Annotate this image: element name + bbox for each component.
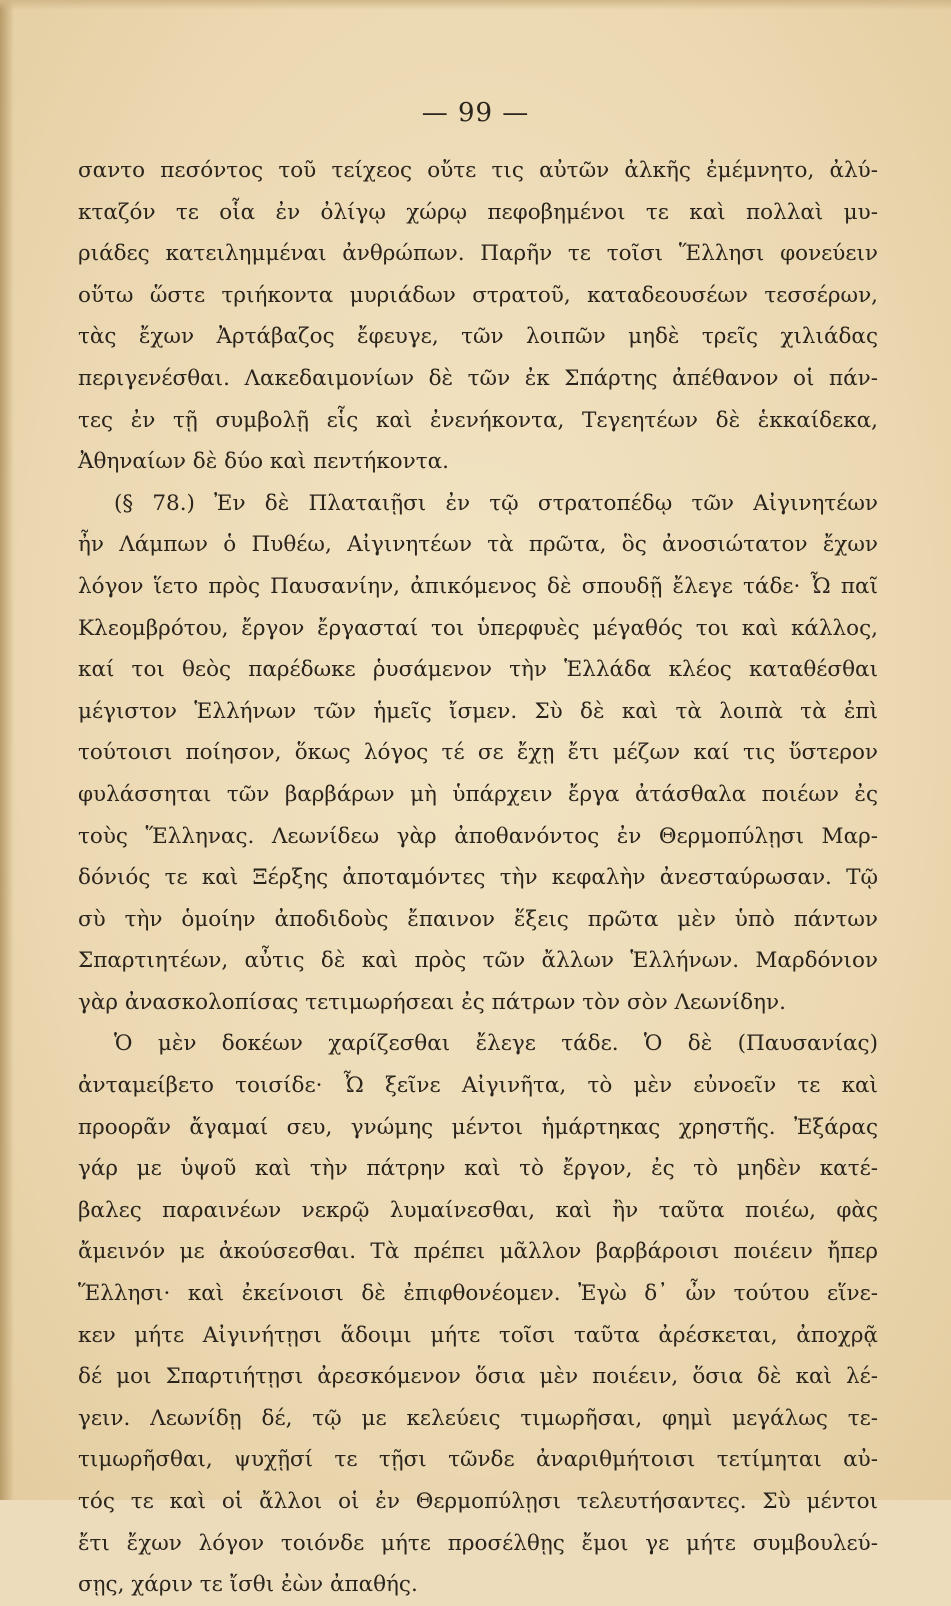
text-line: τὰς ἔχων Ἀρτάβαζος ἔφευγε, τῶν λοιπῶν μηδὲ τρεῖς χιλιάδας [78,324,878,350]
text-line: καί τοι θεὸς παρέδωκε ῥυσάμενον τὴν Ἑλλάδα κλέος καταθέσθαι [78,657,878,683]
text-line: λόγον ἵετο πρὸς Παυσανίην, ἀπικόμενος δὲ σπουδῇ ἔλεγε τάδε· Ὦ παῖ [78,573,878,599]
text-line: μέγιστον Ἑλλήνων τῶν ἡμεῖς ἴσμεν. Σὺ δὲ καὶ τὰ λοιπὰ τὰ ἐπὶ [78,698,878,724]
body-text [78,150,878,1606]
text-line-paragraph-end: σῃς, χάριν τε ἴσθι ἐὼν ἀπαθής. [78,1572,418,1598]
text-line: ἔτι ἔχων λόγον τοιόνδε μήτε προσέλθῃς ἔμοι γε μήτε συμβουλεύ- [78,1530,878,1556]
text-line: ριάδες κατειλημμέναι ἀνθρώπων. Παρῆν τε τοῖσι Ἕλλησι φονεύειν [78,241,878,267]
page-top-shadow [0,0,951,10]
text-line: γάρ με ὑψοῦ καὶ τὴν πάτρην καὶ τὸ ἔργον, ἐς τὸ μηδὲν κατέ- [78,1156,878,1182]
text-line-paragraph-end: γὰρ ἀνασκολοπίσας τετιμωρήσεαι ἐς πάτρων τὸν σὸν Λεωνίδην. [78,989,786,1015]
text-line: ἀνταμείβετο τοισίδε· Ὦ ξεῖνε Αἰγινῆτα, τὸ μὲν εὐνοεῖν τε καὶ [78,1073,878,1099]
text-line: σαντο πεσόντος τοῦ τείχεος οὔτε τις αὐτῶν ἀλκῆς ἐμέμνητο, ἀλύ- [78,158,878,183]
text-line: φυλάσσηται τῶν βαρβάρων μὴ ὑπάρχειν ἔργα ἀτάσθαλα ποιέων ἐς [78,781,878,807]
text-line: γειν. Λεωνίδῃ δέ, τῷ με κελεύεις τιμωρῆσαι, φημὶ μεγάλως τε- [78,1405,878,1431]
text-line: τοὺς Ἕλληνας. Λεωνίδεω γὰρ ἀποθανόντος ἐν Θερμοπύλῃσι Μαρ- [78,823,878,849]
text-line: σὺ τὴν ὁμοίην ἀποδιδοὺς ἔπαινον ἕξεις πρῶτα μὲν ὑπὸ πάντων [78,906,878,932]
text-line: τες ἐν τῇ συμβολῇ εἷς καὶ ἐνενήκοντα, Τεγεητέων δὲ ἑκκαίδεκα, [78,407,878,433]
text-line: τούτοισι ποίησον, ὅκως λόγος τέ σε ἔχῃ ἔτι μέζων καί τις ὕστερον [78,740,878,766]
text-line-paragraph-end: Ἀθηναίων δὲ δύο καὶ πεντήκοντα. [78,449,449,475]
text-line: Ἕλλησι· καὶ ἐκείνοισι δὲ ἐπιφθονέομεν. Ἐγὼ δ᾽ ὦν τούτου εἵνε- [78,1281,878,1307]
text-line: δόνιός τε καὶ Ξέρξης ἀποταμόντες τὴν κεφαλὴν ἀνεσταύρωσαν. Τῷ [78,865,878,891]
text-line: τιμωρῆσθαι, ψυχῇσί τε τῇσι τῶνδε ἀναριθμήτοισι τετίμηται αὐ- [78,1447,878,1473]
text-line: προορᾶν ἄγαμαί σευ, γνώμης μέντοι ἡμάρτηκας χρηστῆς. Ἐξάρας [78,1114,878,1140]
text-line: ἦν Λάμπων ὁ Πυθέω, Αἰγινητέων τὰ πρῶτα, ὃς ἀνοσιώτατον ἔχων [78,532,878,558]
text-line: Σπαρτιητέων, αὖτις δὲ καὶ πρὸς τῶν ἄλλων Ἑλλήνων. Μαρδόνιον [78,948,878,974]
text-line: οὕτω ὥστε τριήκοντα μυριάδων στρατοῦ, καταδεουσέων τεσσέρων, [78,282,878,308]
text-line: βαλες παραινέων νεκρῷ λυμαίνεσθαι, καὶ ἢν ταῦτα ποιέω, φὰς [78,1197,878,1223]
paragraph-start: Ὁ μὲν δοκέων χαρίζεσθαι ἔλεγε τάδε. Ὁ δὲ (Παυσανίας) [114,1031,878,1057]
page-edge-shadow [0,0,14,1500]
section-78-start: (§ 78.) Ἐν δὲ Πλαταιῇσι ἐν τῷ στρατοπέδῳ τῶν Αἰγινητέων [114,490,878,516]
text-line: κταζόν τε οἷα ἐν ὀλίγῳ χώρῳ πεφοβημένοι τε καὶ πολλαὶ μυ- [78,199,878,225]
text-line: τός τε καὶ οἱ ἄλλοι οἱ ἐν Θερμοπύλῃσι τελευτήσαντες. Σὺ μέντοι [78,1489,878,1514]
page-number: — 99 — [421,98,530,128]
text-line: Κλεομβρότου, ἔργον ἔργασταί τοι ὑπερφυὲς μέγαθός τοι καὶ κάλλος, [78,615,878,641]
text-line: ἄμεινόν με ἀκούσεσθαι. Τὰ πρέπει μᾶλλον βαρβάροισι ποιέειν ἤπερ [78,1239,878,1265]
text-line: κεν μήτε Αἰγινήτῃσι ἅδοιμι μήτε τοῖσι ταῦτα ἀρέσκεται, ἀποχρᾷ [78,1322,878,1348]
text-line: περιγενέσθαι. Λακεδαιμονίων δὲ τῶν ἐκ Σπάρτης ἀπέθανον οἱ πάν- [78,365,878,391]
text-line: δέ μοι Σπαρτιήτῃσι ἀρεσκόμενον ὅσια μὲν ποιέειν, ὅσια δὲ καὶ λέ- [78,1364,878,1390]
